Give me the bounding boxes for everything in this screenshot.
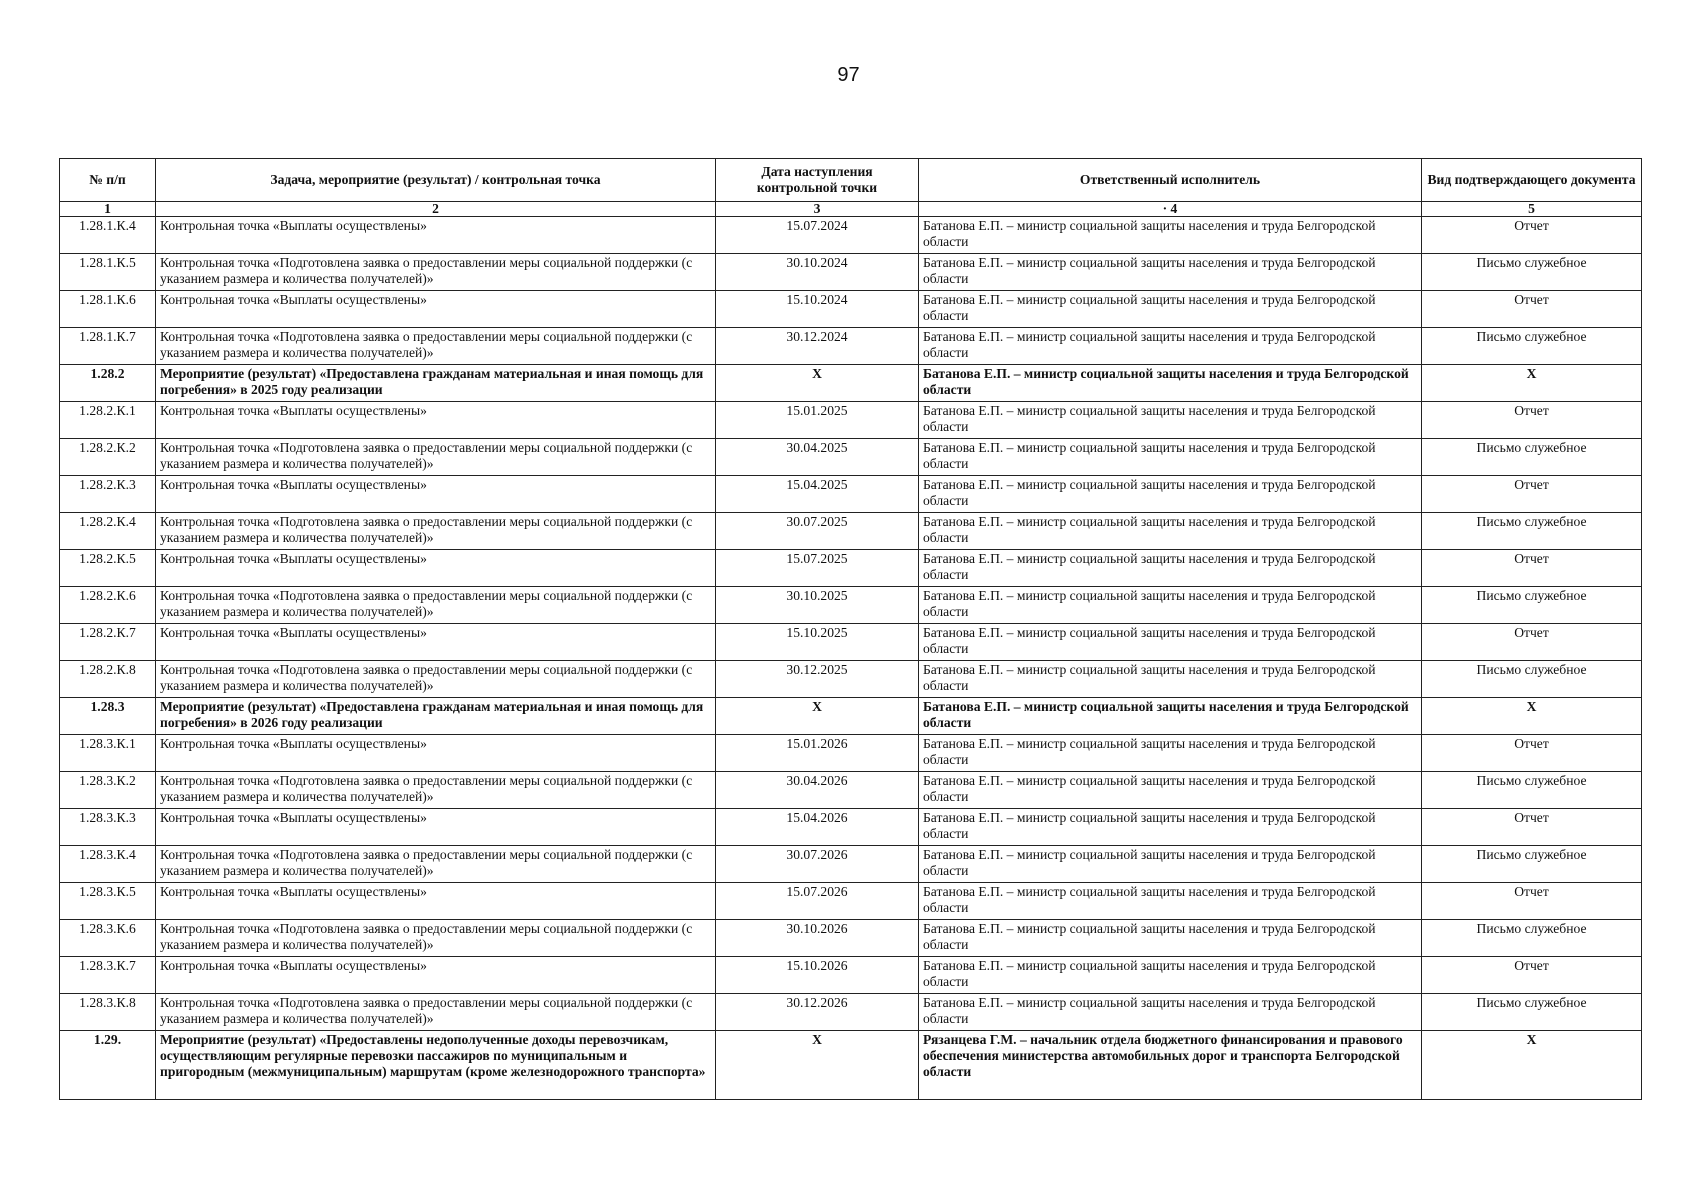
row-document: Отчет	[1422, 624, 1642, 661]
row-date: 15.10.2025	[716, 624, 919, 661]
table-row	[60, 698, 1642, 735]
column-number: 2	[156, 202, 716, 217]
row-task: Контрольная точка «Выплаты осуществлены»	[156, 550, 716, 587]
row-task: Контрольная точка «Выплаты осуществлены»	[156, 624, 716, 661]
page-number: 97	[837, 64, 860, 86]
row-responsible: Батанова Е.П. – министр социальной защиты населения и труда Белгородской области	[919, 291, 1422, 328]
row-number: 1.28.2.К.2	[60, 439, 156, 476]
row-number: 1.28.3.К.4	[60, 846, 156, 883]
row-responsible: Батанова Е.П. – министр социальной защиты населения и труда Белгородской области	[919, 217, 1422, 254]
row-number: 1.28.1.К.6	[60, 291, 156, 328]
table-row	[60, 957, 1642, 994]
table-row	[60, 735, 1642, 772]
row-document: Отчет	[1422, 402, 1642, 439]
row-date: 30.10.2025	[716, 587, 919, 624]
row-task: Контрольная точка «Выплаты осуществлены»	[156, 291, 716, 328]
row-date: 15.07.2024	[716, 217, 919, 254]
row-task: Контрольная точка «Подготовлена заявка о предоставлении меры социальной поддержки (с указанием размера и количества получателей)»	[156, 920, 716, 957]
table-row	[60, 587, 1642, 624]
row-date: 15.07.2025	[716, 550, 919, 587]
row-date: 30.12.2025	[716, 661, 919, 698]
row-number: 1.28.2.К.6	[60, 587, 156, 624]
row-task: Контрольная точка «Выплаты осуществлены»	[156, 735, 716, 772]
row-responsible: Батанова Е.П. – министр социальной защиты населения и труда Белгородской области	[919, 439, 1422, 476]
row-number: 1.28.1.К.5	[60, 254, 156, 291]
row-task: Контрольная точка «Подготовлена заявка о предоставлении меры социальной поддержки (с указанием размера и количества получателей)»	[156, 328, 716, 365]
row-responsible: Батанова Е.П. – министр социальной защиты населения и труда Белгородской области	[919, 587, 1422, 624]
row-document: Отчет	[1422, 476, 1642, 513]
row-date: 15.01.2025	[716, 402, 919, 439]
row-responsible: Батанова Е.П. – министр социальной защиты населения и труда Белгородской области	[919, 698, 1422, 735]
column-number: · 4	[919, 202, 1422, 217]
row-task: Контрольная точка «Выплаты осуществлены»	[156, 402, 716, 439]
row-date: 30.10.2026	[716, 920, 919, 957]
row-document: Письмо служебное	[1422, 772, 1642, 809]
table-row	[60, 328, 1642, 365]
row-date: 30.12.2024	[716, 328, 919, 365]
row-number: 1.28.3.К.5	[60, 883, 156, 920]
table-row	[60, 624, 1642, 661]
table-row	[60, 513, 1642, 550]
row-task: Контрольная точка «Выплаты осуществлены»	[156, 957, 716, 994]
row-document: Отчет	[1422, 883, 1642, 920]
row-number: 1.28.2	[60, 365, 156, 402]
row-date: 30.07.2025	[716, 513, 919, 550]
table-row	[60, 550, 1642, 587]
row-document: Письмо служебное	[1422, 994, 1642, 1031]
row-document: Отчет	[1422, 217, 1642, 254]
row-task: Контрольная точка «Подготовлена заявка о предоставлении меры социальной поддержки (с указанием размера и количества получателей)»	[156, 661, 716, 698]
row-responsible: Батанова Е.П. – министр социальной защиты населения и труда Белгородской области	[919, 846, 1422, 883]
row-task: Мероприятие (результат) «Предоставлена гражданам материальная и иная помощь для погребения» в 2025 году реализации	[156, 365, 716, 402]
row-number: 1.28.2.К.5	[60, 550, 156, 587]
row-responsible: Батанова Е.П. – министр социальной защиты населения и труда Белгородской области	[919, 883, 1422, 920]
row-task: Контрольная точка «Выплаты осуществлены»	[156, 476, 716, 513]
row-document: Письмо служебное	[1422, 328, 1642, 365]
row-document: Отчет	[1422, 291, 1642, 328]
row-date: 15.04.2026	[716, 809, 919, 846]
row-responsible: Батанова Е.П. – министр социальной защиты населения и труда Белгородской области	[919, 735, 1422, 772]
row-document: Письмо служебное	[1422, 587, 1642, 624]
row-document: Письмо служебное	[1422, 846, 1642, 883]
row-task: Контрольная точка «Подготовлена заявка о предоставлении меры социальной поддержки (с указанием размера и количества получателей)»	[156, 846, 716, 883]
row-date: 15.01.2026	[716, 735, 919, 772]
row-date: 30.04.2026	[716, 772, 919, 809]
row-document: Письмо служебное	[1422, 439, 1642, 476]
table-row	[60, 291, 1642, 328]
row-number: 1.28.1.К.4	[60, 217, 156, 254]
row-document: Отчет	[1422, 550, 1642, 587]
row-task: Контрольная точка «Подготовлена заявка о предоставлении меры социальной поддержки (с указанием размера и количества получателей)»	[156, 439, 716, 476]
row-responsible: Батанова Е.П. – министр социальной защиты населения и труда Белгородской области	[919, 809, 1422, 846]
row-date: 30.04.2025	[716, 439, 919, 476]
row-document: Письмо служебное	[1422, 661, 1642, 698]
header-number: № п/п	[60, 159, 156, 202]
column-number: 3	[716, 202, 919, 217]
row-task: Контрольная точка «Выплаты осуществлены»	[156, 217, 716, 254]
row-task: Контрольная точка «Подготовлена заявка о предоставлении меры социальной поддержки (с указанием размера и количества получателей)»	[156, 254, 716, 291]
row-responsible: Батанова Е.П. – министр социальной защиты населения и труда Белгородской области	[919, 328, 1422, 365]
row-date: Х	[716, 365, 919, 402]
row-number: 1.28.2.К.1	[60, 402, 156, 439]
table-row	[60, 809, 1642, 846]
row-number: 1.28.2.К.7	[60, 624, 156, 661]
row-date: 30.10.2024	[716, 254, 919, 291]
row-number: 1.28.2.К.4	[60, 513, 156, 550]
table-row	[60, 920, 1642, 957]
row-date: Х	[716, 1031, 919, 1100]
table-row	[60, 402, 1642, 439]
row-task: Контрольная точка «Подготовлена заявка о предоставлении меры социальной поддержки (с указанием размера и количества получателей)»	[156, 587, 716, 624]
row-document: Отчет	[1422, 735, 1642, 772]
row-task: Мероприятие (результат) «Предоставлена гражданам материальная и иная помощь для погребения» в 2026 году реализации	[156, 698, 716, 735]
header-task: Задача, мероприятие (результат) / контрольная точка	[156, 159, 716, 202]
table-row	[60, 439, 1642, 476]
table-header-row	[60, 159, 1642, 202]
row-date: 15.10.2026	[716, 957, 919, 994]
row-number: 1.28.2.К.3	[60, 476, 156, 513]
row-task: Контрольная точка «Выплаты осуществлены»	[156, 883, 716, 920]
row-date: 30.07.2026	[716, 846, 919, 883]
row-date: 15.07.2026	[716, 883, 919, 920]
table-row	[60, 476, 1642, 513]
row-number: 1.28.3.К.1	[60, 735, 156, 772]
table-row	[60, 365, 1642, 402]
header-responsible: Ответственный исполнитель	[919, 159, 1422, 202]
row-responsible: Батанова Е.П. – министр социальной защиты населения и труда Белгородской области	[919, 476, 1422, 513]
column-number-row	[60, 202, 1642, 217]
row-number: 1.28.3	[60, 698, 156, 735]
row-responsible: Батанова Е.П. – министр социальной защиты населения и труда Белгородской области	[919, 254, 1422, 291]
row-number: 1.28.3.К.2	[60, 772, 156, 809]
row-responsible: Батанова Е.П. – министр социальной защиты населения и труда Белгородской области	[919, 624, 1422, 661]
row-document: Отчет	[1422, 957, 1642, 994]
table-row	[60, 254, 1642, 291]
row-document: Отчет	[1422, 809, 1642, 846]
row-number: 1.28.3.К.8	[60, 994, 156, 1031]
column-number: 5	[1422, 202, 1642, 217]
row-responsible: Батанова Е.П. – министр социальной защиты населения и труда Белгородской области	[919, 772, 1422, 809]
row-number: 1.28.3.К.3	[60, 809, 156, 846]
row-date: 30.12.2026	[716, 994, 919, 1031]
row-document: Письмо служебное	[1422, 254, 1642, 291]
row-document: Х	[1422, 1031, 1642, 1100]
row-document: Письмо служебное	[1422, 513, 1642, 550]
row-task: Мероприятие (результат) «Предоставлены недополученные доходы перевозчикам, осуществляющим регулярные перевозки пассажиров по муниципальным и пригородным (межмуниципальным) маршрутам (кроме железнодорожного транспорта»	[156, 1031, 716, 1100]
row-document: Х	[1422, 698, 1642, 735]
row-date: 15.04.2025	[716, 476, 919, 513]
control-points-table	[59, 158, 1642, 1100]
row-number: 1.28.3.К.6	[60, 920, 156, 957]
row-date: Х	[716, 698, 919, 735]
row-responsible: Батанова Е.П. – министр социальной защиты населения и труда Белгородской области	[919, 957, 1422, 994]
column-number: 1	[60, 202, 156, 217]
row-responsible: Батанова Е.П. – министр социальной защиты населения и труда Белгородской области	[919, 550, 1422, 587]
table-row	[60, 1031, 1642, 1100]
row-task: Контрольная точка «Подготовлена заявка о предоставлении меры социальной поддержки (с указанием размера и количества получателей)»	[156, 994, 716, 1031]
row-task: Контрольная точка «Подготовлена заявка о предоставлении меры социальной поддержки (с указанием размера и количества получателей)»	[156, 772, 716, 809]
table-row	[60, 772, 1642, 809]
table-row	[60, 661, 1642, 698]
row-document: Х	[1422, 365, 1642, 402]
row-number: 1.28.1.К.7	[60, 328, 156, 365]
header-date: Дата наступления контрольной точки	[716, 159, 919, 202]
table-row	[60, 846, 1642, 883]
table-row	[60, 883, 1642, 920]
row-responsible: Батанова Е.П. – министр социальной защиты населения и труда Белгородской области	[919, 920, 1422, 957]
row-number: 1.28.2.К.8	[60, 661, 156, 698]
row-date: 15.10.2024	[716, 291, 919, 328]
row-responsible: Батанова Е.П. – министр социальной защиты населения и труда Белгородской области	[919, 661, 1422, 698]
row-document: Письмо служебное	[1422, 920, 1642, 957]
row-number: 1.28.3.К.7	[60, 957, 156, 994]
header-document: Вид подтверждающего документа	[1422, 159, 1642, 202]
table-row	[60, 217, 1642, 254]
row-task: Контрольная точка «Выплаты осуществлены»	[156, 809, 716, 846]
row-responsible: Батанова Е.П. – министр социальной защиты населения и труда Белгородской области	[919, 402, 1422, 439]
row-responsible: Рязанцева Г.М. – начальник отдела бюджетного финансирования и правового обеспечения министерства автомобильных дорог и транспорта Белгородской области	[919, 1031, 1422, 1100]
row-responsible: Батанова Е.П. – министр социальной защиты населения и труда Белгородской области	[919, 994, 1422, 1031]
row-task: Контрольная точка «Подготовлена заявка о предоставлении меры социальной поддержки (с указанием размера и количества получателей)»	[156, 513, 716, 550]
row-number: 1.29.	[60, 1031, 156, 1100]
row-responsible: Батанова Е.П. – министр социальной защиты населения и труда Белгородской области	[919, 365, 1422, 402]
table-row	[60, 994, 1642, 1031]
row-responsible: Батанова Е.П. – министр социальной защиты населения и труда Белгородской области	[919, 513, 1422, 550]
